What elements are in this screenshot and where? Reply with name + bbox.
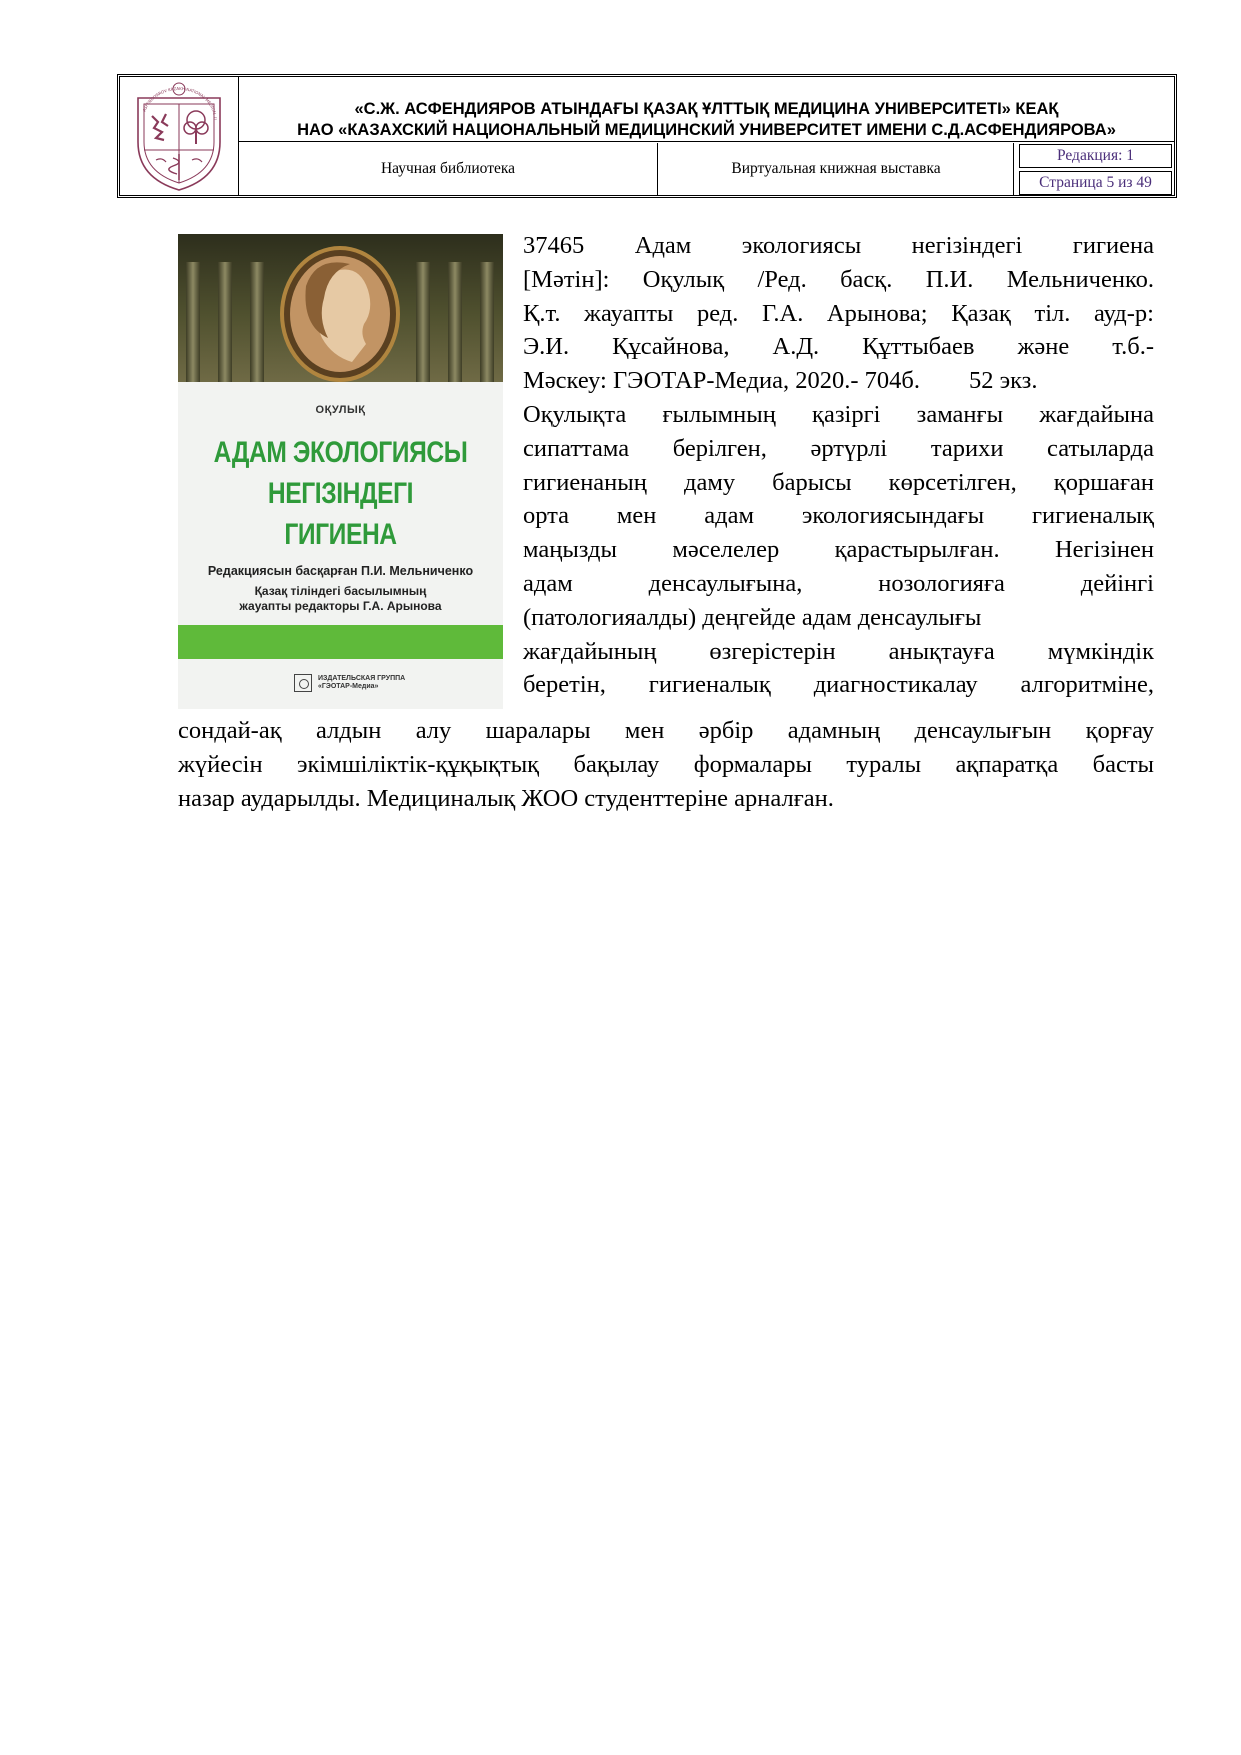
description-line: (патологияалды) деңгейде адам денсаулығы: [523, 603, 982, 631]
document-header: [117, 74, 1177, 198]
book-description: [178, 229, 1154, 815]
university-name-ru: НАО «КАЗАХСКИЙ НАЦИОНАЛЬНЫЙ МЕДИЦИНСКИЙ УНИВЕРСИТЕТ ИМЕНИ С.Д.АСФЕНДИЯРОВА»: [297, 121, 1116, 139]
description-line: назар аударылды. Медициналық ЖОО студенттеріне арналған.: [178, 784, 834, 812]
university-logo: [120, 77, 239, 195]
svg-text:ASFENDIYAROV KAZAKH NATIONAL M: [126, 80, 218, 120]
description-line: жүйесін экімшіліктік-құқықтық бақылау формалары туралы ақпаратқа басты: [178, 750, 1154, 778]
description-line: орта мен адам экологиясындағы гигиеналық: [523, 502, 1154, 530]
university-name: [239, 77, 1174, 142]
cover-editor: Редакциясын басқарған П.И. Мельниченко: [207, 564, 474, 578]
page-number: Страница 5 из 49: [1019, 171, 1172, 195]
description-line: сипаттама берілген, әртүрлі тарихи сатыларда: [523, 434, 1154, 462]
description-line: сондай-ақ алдын алу шаралары мен әрбір адамның денсаулығын қорғау: [178, 717, 1154, 744]
cover-title: АДАМ ЭКОЛОГИЯСЫ НЕГІЗІНДЕГІ ГИГИЕНА: [213, 436, 468, 551]
description-line: адам денсаулығына, нозологияға дейінгі: [523, 569, 1154, 597]
description-line: беретін, гигиеналық диагностикалау алгоритміне,: [523, 671, 1154, 699]
description-line: гигиенаның даму барысы көрсетілген, қоршаған: [523, 468, 1154, 496]
description-line: жағдайының өзгерістерін анықтауға мүмкіндік: [523, 637, 1154, 665]
logo-ring-text: ASFENDIYAROV KAZAKH NATIONAL MEDICAL U: [141, 85, 219, 120]
description-line: Э.И. Құсайнова, А.Д. Құттыбаев және т.б.-: [523, 333, 1154, 361]
description-line: Оқулықта ғылымның қазіргі заманғы жағдайына: [523, 400, 1154, 428]
edition-label: Редакция: 1: [1019, 144, 1172, 168]
cover-publisher: ИЗДАТЕЛЬСКАЯ ГРУППА «ГЭОТАР-Медиа»: [294, 674, 405, 692]
description-line: 37465 Адам экологиясы негізіндегі гигиена: [523, 232, 1154, 259]
university-seal-icon: [126, 80, 232, 192]
library-label: Научная библиотека: [239, 143, 658, 195]
description-line: Мәскеу: ГЭОТАР-Медиа, 2020.- 704б. 52 экз.: [523, 367, 1038, 395]
description-line: [Мәтін]: Оқулық /Ред. басқ. П.И. Мельниченко.: [523, 265, 1154, 293]
exhibition-label: Виртуальная книжная выставка: [659, 143, 1014, 195]
document-meta: [1015, 143, 1174, 195]
description-line: Қ.т. жауапты ред. Г.А. Арынова; Қазақ тіл. ауд-р:: [523, 299, 1154, 327]
university-name-kz: «С.Ж. АСФЕНДИЯРОВ АТЫНДАҒЫ ҚАЗАҚ ҰЛТТЫҚ МЕДИЦИНА УНИВЕРСИТЕТІ» КЕАҚ: [354, 100, 1059, 118]
description-line: маңызды мәселелер қарастырылған. Негізінен: [523, 536, 1154, 564]
cover-kz-editor: Қазақ тіліндегі басылымның жауапты редакторы Г.А. Арынова: [239, 584, 442, 613]
cover-label: ОҚУЛЫҚ: [315, 404, 366, 416]
